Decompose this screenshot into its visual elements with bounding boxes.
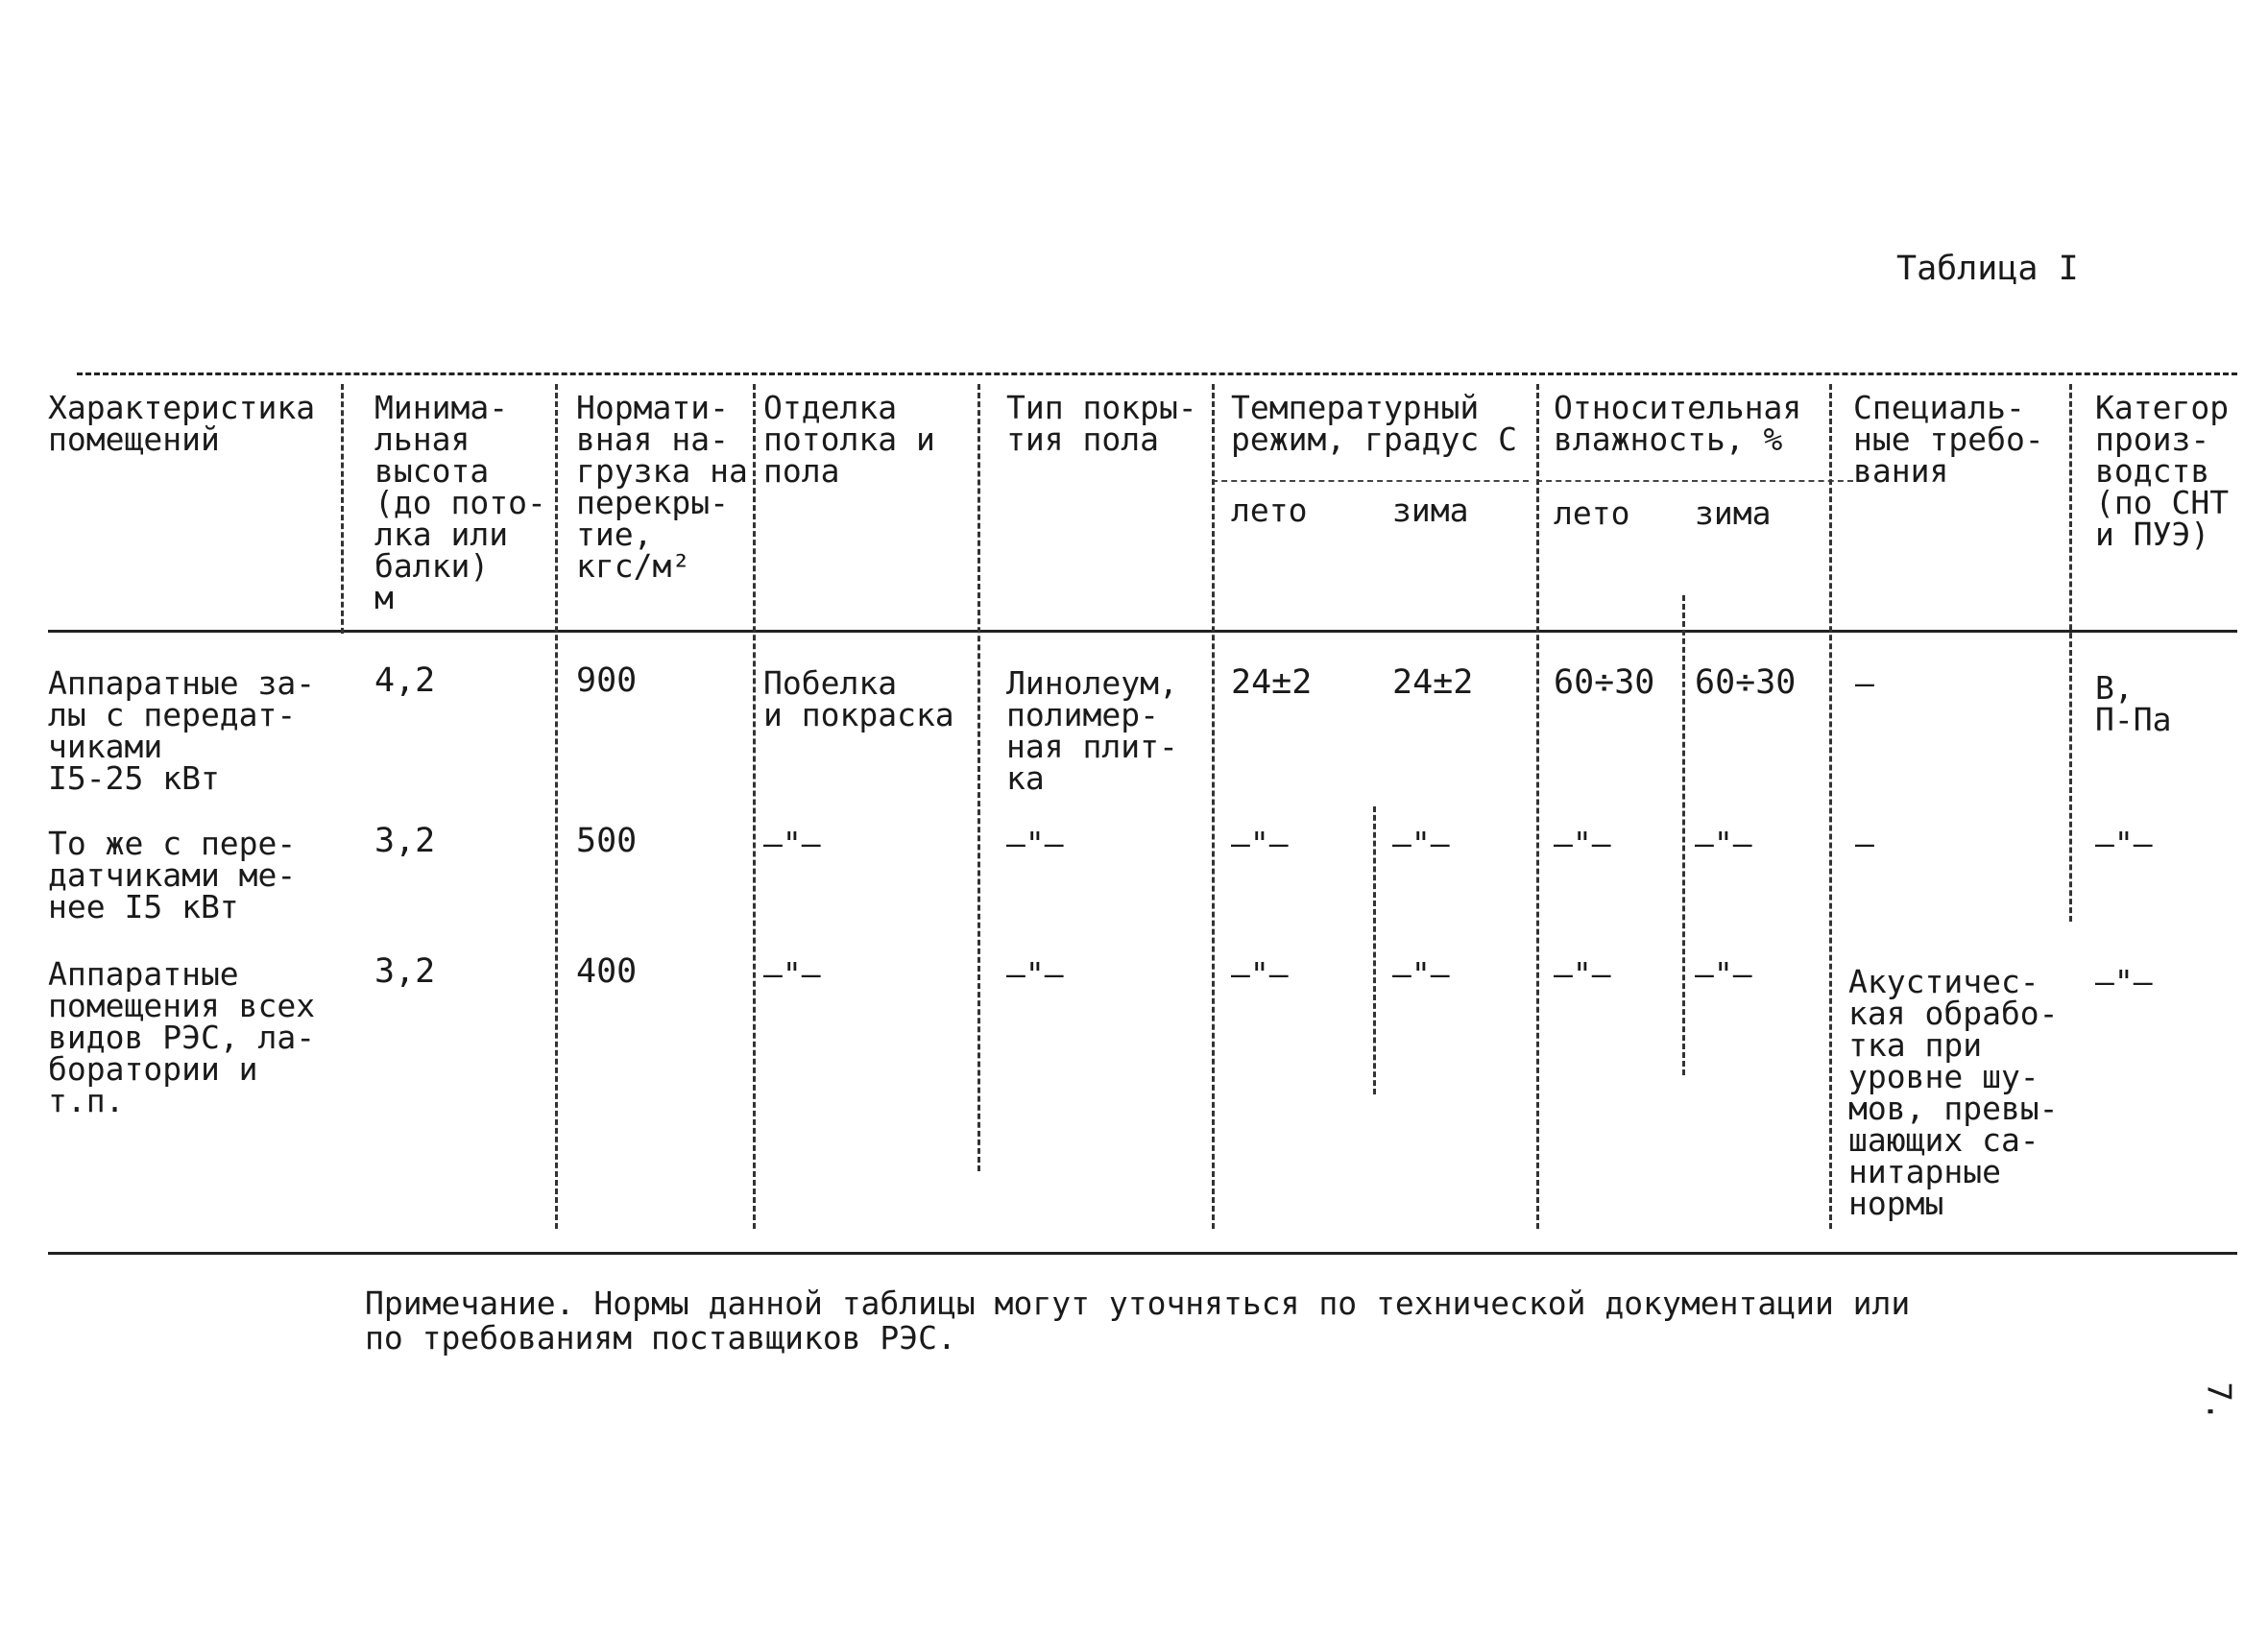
row1-min-height: 4,2: [374, 661, 436, 700]
column-separator: [1682, 595, 1685, 1075]
row3-finish: –"–: [763, 955, 821, 993]
row2-category: –"–: [2095, 825, 2153, 862]
row2-characteristic: То же с пере- датчиками ме- нее I5 кВт: [48, 825, 297, 925]
row3-temp-summer: –"–: [1231, 955, 1289, 993]
humidity-subdivider: [1536, 480, 1853, 482]
column-separator: [341, 384, 344, 634]
header-hum-summer: лето: [1554, 494, 1630, 532]
row3-min-height: 3,2: [374, 952, 436, 991]
header-temp-winter: зима: [1392, 492, 1469, 529]
row3-category: –"–: [2095, 963, 2153, 1000]
row3-hum-winter: –"–: [1695, 955, 1752, 993]
table-top-rule: [77, 372, 2237, 375]
row1-temp-winter: 24±2: [1392, 663, 1474, 702]
row2-floor-type: –"–: [1006, 825, 1064, 862]
header-temp-summer: лето: [1231, 492, 1308, 529]
column-separator: [977, 384, 980, 1171]
header-characteristic: Характеристика помещений: [48, 389, 316, 458]
column-separator: [555, 384, 558, 1229]
row3-hum-summer: –"–: [1554, 955, 1611, 993]
header-finish: Отделка потолка и пола: [763, 389, 935, 490]
header-floor-type: Тип покры- тия пола: [1006, 389, 1197, 458]
header-temperature: Температурный режим, градус С: [1231, 389, 1518, 458]
row1-characteristic: Аппаратные за- лы с передат- чиками I5-25 кВт: [48, 664, 316, 797]
column-separator: [1373, 806, 1376, 1094]
row1-norm-load: 900: [576, 661, 638, 700]
header-special: Специаль- ные требо- вания: [1853, 389, 2044, 490]
row1-hum-winter: 60÷30: [1695, 663, 1797, 702]
row2-special: –: [1855, 825, 1874, 862]
header-norm-load: Нормати- вная на- грузка на перекры- тие, кгс/м²: [576, 389, 748, 585]
row2-min-height: 3,2: [374, 822, 436, 860]
header-divider: [48, 630, 2237, 633]
table-bottom-rule: [48, 1252, 2237, 1255]
column-separator: [1829, 384, 1832, 1229]
table-note: Примечание. Нормы данной таблицы могут уточняться по технической документации или по требованиям поставщиков РЭС.: [365, 1285, 1911, 1357]
row1-temp-summer: 24±2: [1231, 663, 1313, 702]
row1-floor-type: Линолеум, полимер- ная плит- ка: [1006, 664, 1178, 797]
row2-finish: –"–: [763, 825, 821, 862]
header-hum-winter: зима: [1695, 494, 1772, 532]
table-title: Таблица I: [1896, 250, 2079, 288]
page-number: 7.: [2199, 1381, 2238, 1422]
row1-hum-summer: 60÷30: [1554, 663, 1655, 702]
row3-floor-type: –"–: [1006, 955, 1064, 993]
row2-temp-winter: –"–: [1392, 825, 1450, 862]
row2-hum-winter: –"–: [1695, 825, 1752, 862]
header-humidity: Относительная влажность, %: [1554, 389, 1802, 458]
row3-characteristic: Аппаратные помещения всех видов РЭС, ла- боратории и т.п.: [48, 955, 316, 1119]
row2-norm-load: 500: [576, 822, 638, 860]
row2-temp-summer: –"–: [1231, 825, 1289, 862]
column-separator: [1536, 384, 1539, 1229]
column-separator: [2069, 384, 2072, 922]
header-min-height: Минима- льная высота (до пото- лка или балки) м: [374, 389, 546, 616]
row3-special: Акустичес- кая обрабо- тка при уровне шу- мов, превы- шающих са- нитарные нормы: [1848, 963, 2059, 1222]
temperature-subdivider: [1212, 480, 1529, 482]
row3-temp-winter: –"–: [1392, 955, 1450, 993]
row1-special: –: [1855, 664, 1874, 702]
row2-hum-summer: –"–: [1554, 825, 1611, 862]
column-separator: [1212, 384, 1215, 1229]
column-separator: [753, 384, 756, 1229]
row3-norm-load: 400: [576, 952, 638, 991]
header-category: Категор произ- водств (по СНТ и ПУЭ): [2095, 389, 2230, 553]
row1-finish: Побелка и покраска: [763, 664, 954, 733]
row1-category: В, П-Па: [2095, 669, 2172, 738]
